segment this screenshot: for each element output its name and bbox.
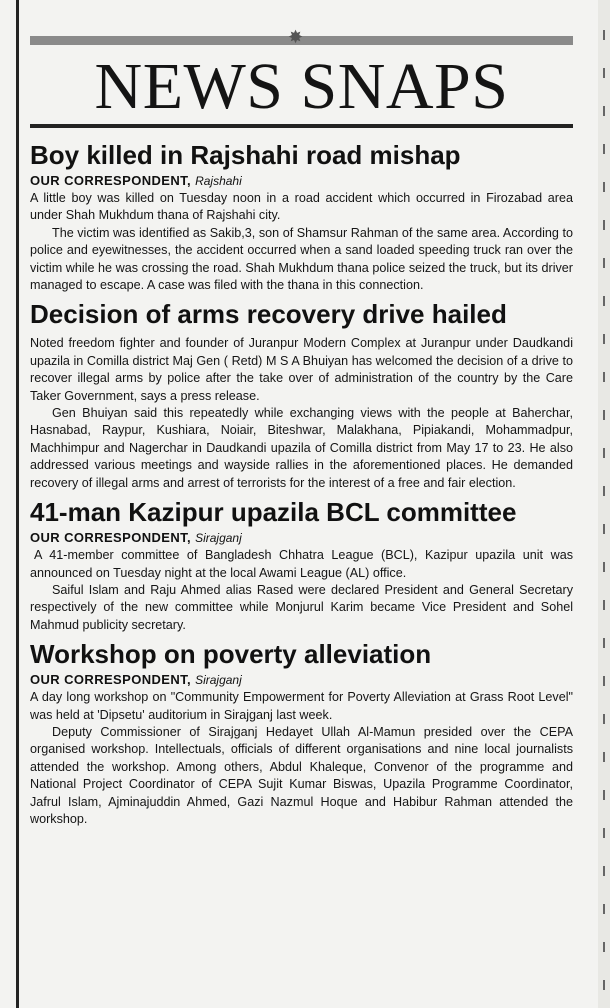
story-road-mishap (30, 140, 573, 294)
adjacent-column-text-fragments (600, 30, 608, 1000)
paragraph: The victim was identified as Sakib,3, son of Shamsur Rahman of the same area. According to police and eyewitnesses, the accident occurred when a sand loaded speeding truck ran over the victim while he was crossing the road. Shah Mukhdum thana police seized the truck, but its driver managed to escape. A case was filed with the thana in this connection. (30, 225, 573, 293)
section-masthead: NEWS SNAPS (94, 50, 509, 123)
paragraph: A 41-member committee of Bangladesh Chhatra League (BCL), Kazipur upazila unit was announced on Tuesday night at the local Awami League (AL) office. (30, 548, 573, 580)
paragraph: Deputy Commissioner of Sirajganj Hedayet Ullah Al-Mamun presided over the CEPA organised workshop. Intellectuals, officials of different organisations and nine local journalists attended the workshop. Among others, Abdul Khaleque, Convenor of the programme and National Project Coordinator of CEPA Sujit Kumar Biswas, Upazila Programme Coordinator, Jafrul Islam, Ajminajuddin Ahmed, Gazi Nazmul Hoque and Habibur Rahman attended the workshop. (30, 724, 573, 826)
paragraph: A day long workshop on "Community Empowerment for Poverty Alleviation at Grass Root Level" was held at 'Dipsetu' auditorium in Sirajganj last week. (30, 690, 573, 722)
story-arms-recovery (30, 299, 573, 492)
star-ornament-icon: ✸ (288, 27, 304, 48)
column-rule-left (16, 0, 19, 1008)
paragraph: Gen Bhuiyan said this repeatedly while exchanging views with the people at Baherchar, Hasnabad, Raypur, Kushiara, Noiair, Biteshwar, Malakhana, Pipiakandi, Mohammadpur, Machhimpur and Nagerchar in Daudkandi upazila of Comilla district from May 17 to 23. He also addressed various meetings and wayside rallies in the aforementioned places. He demanded recovery of illegal arms and arrest of terrorists for the interest of a free and fair election. (30, 406, 573, 490)
byline-author: OUR CORRESPONDENT, (30, 672, 192, 688)
byline-place: Rajshahi (195, 174, 242, 188)
paragraph: Saiful Islam and Raju Ahmed alias Rased were declared President and General Secretary respectively of the new committee while Monjurul Karim became Vice President and Sohel Mahmud publicity secretary. (30, 582, 573, 632)
headline: Workshop on poverty alleviation (30, 639, 432, 670)
byline-place: Sirajganj (195, 531, 242, 546)
headline: Boy killed in Rajshahi road mishap (30, 140, 461, 170)
paragraph: A little boy was killed on Tuesday noon in a road accident which occurred in Firozabad area under Shah Mukhdum thana of Rajshahi city. (30, 191, 573, 223)
news-column (30, 140, 573, 833)
headline: 41-man Kazipur upazila BCL committee (30, 497, 517, 528)
byline (30, 172, 573, 190)
byline-place: Sirajganj (195, 673, 242, 688)
masthead-rule (30, 124, 573, 128)
byline-author: OUR CORRESPONDENT, (30, 530, 192, 546)
headline: Decision of arms recovery drive hailed (30, 299, 507, 330)
paragraph: Noted freedom fighter and founder of Juranpur Modern Complex at Juranpur under Daudkandi upazila in Comilla district Maj Gen ( Retd) M S A Bhuiyan has welcomed the decision of a drive to recover illegal arms by police after the take over of administration of the country by the Care Taker Government, says a press release. (30, 336, 573, 403)
story-poverty-workshop (30, 639, 573, 828)
byline (30, 671, 573, 689)
story-bcl-committee (30, 497, 573, 634)
byline (30, 529, 573, 547)
byline-author: OUR CORRESPONDENT, (30, 173, 192, 188)
